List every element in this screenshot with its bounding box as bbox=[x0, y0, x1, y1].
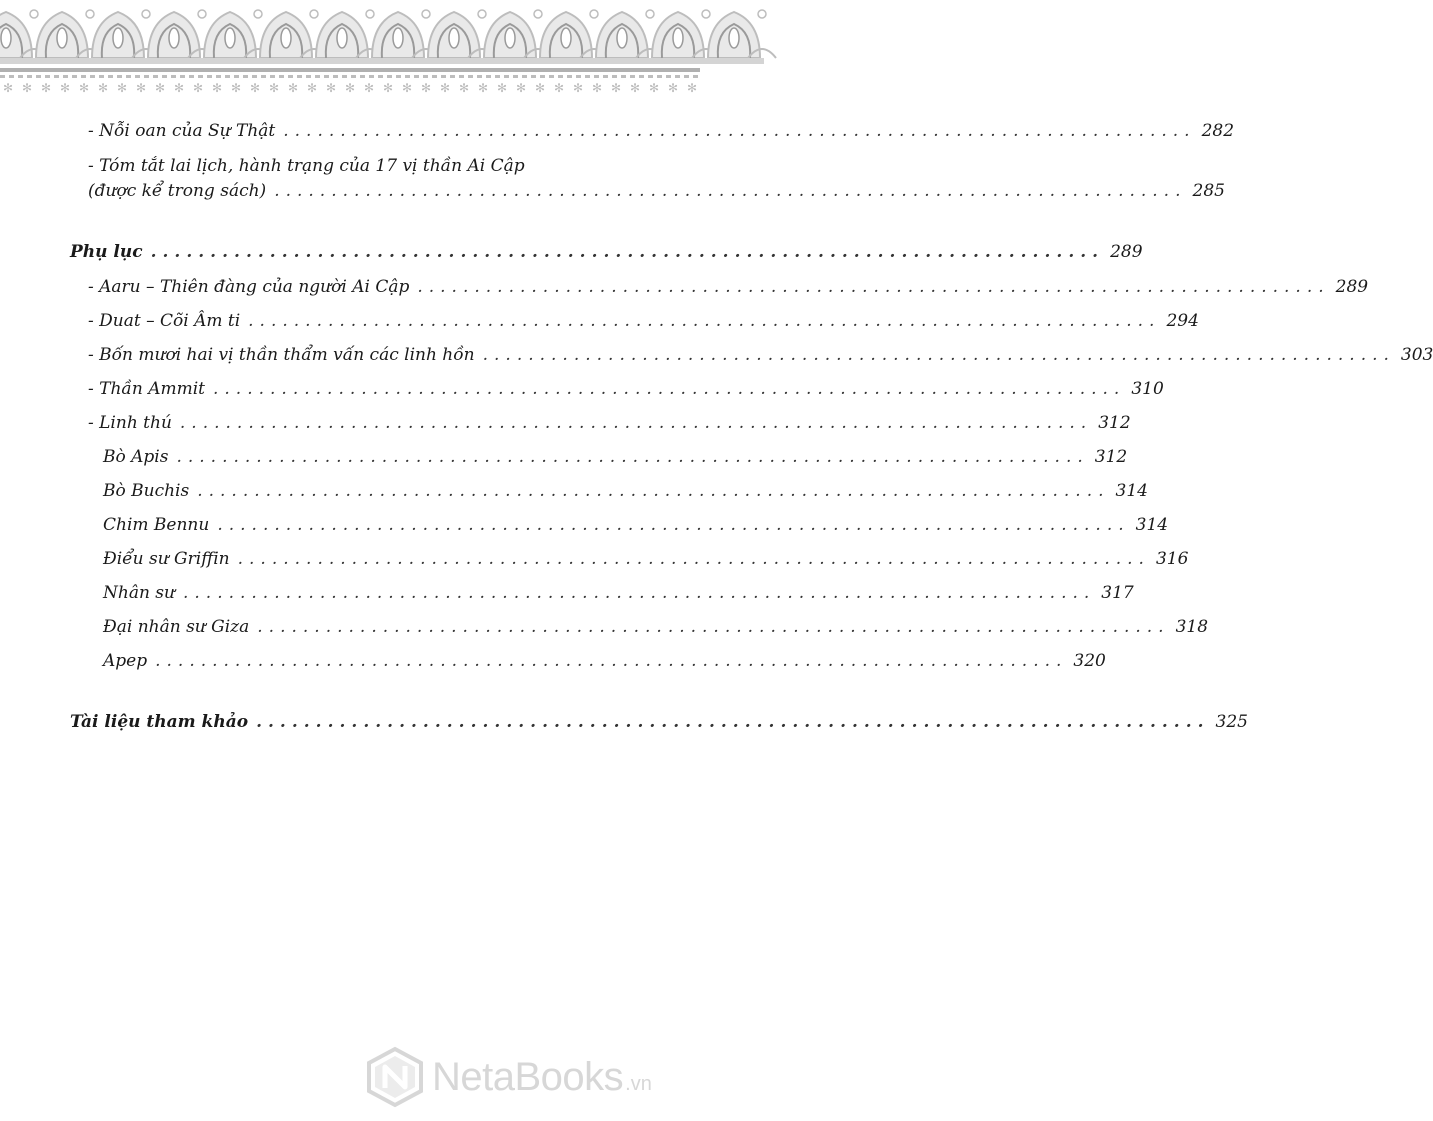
svg-text:✻: ✻ bbox=[534, 81, 546, 95]
watermark-brand: NetaBooks bbox=[432, 1054, 624, 1099]
toc-subentry-dai-nhan-su-giza[interactable] bbox=[103, 616, 1209, 638]
svg-text:✻: ✻ bbox=[230, 81, 242, 95]
toc-entry-title: - Aaru – Thiên đàng của người Ai Cập bbox=[88, 277, 410, 297]
svg-text:✻: ✻ bbox=[59, 81, 71, 95]
toc-entry-title: - Bốn mươi hai vị thần thẩm vấn các linh hồn bbox=[88, 345, 475, 365]
svg-text:✻: ✻ bbox=[21, 81, 33, 95]
dot-leader: ................................................................................ bbox=[283, 121, 1196, 141]
toc-entry-page: 314 bbox=[1115, 481, 1148, 501]
toc-entry-page: 289 bbox=[1335, 277, 1369, 297]
svg-text:✻: ✻ bbox=[458, 81, 470, 95]
dot-leader: ................................................................................ bbox=[257, 617, 1170, 637]
svg-text:✻: ✻ bbox=[192, 81, 204, 95]
toc-entry-ammit[interactable] bbox=[88, 378, 1164, 400]
watermark-suffix: .vn bbox=[625, 1072, 652, 1095]
dot-leader: ................................................................................ bbox=[176, 447, 1089, 467]
dot-leader: ................................................................................ bbox=[155, 651, 1068, 671]
toc-subentry-bo-buchis[interactable] bbox=[103, 480, 1148, 502]
svg-text:✻: ✻ bbox=[686, 81, 698, 95]
toc-entry-title-line1: - Tóm tắt lai lịch, hành trạng của 17 vị thần Ai Cập bbox=[88, 156, 525, 176]
toc-entry-page: 282 bbox=[1201, 121, 1235, 141]
toc-entry-page: 317 bbox=[1101, 583, 1134, 603]
dot-leader: ................................................................................ bbox=[150, 242, 1105, 262]
toc-entry-duat[interactable] bbox=[88, 310, 1199, 332]
toc-entry-page: 312 bbox=[1094, 447, 1128, 467]
toc-entry-noi-oan[interactable] bbox=[88, 120, 1235, 142]
toc-entry-page: 310 bbox=[1131, 379, 1164, 399]
toc-entry-title: - Duat – Cõi Âm ti bbox=[88, 311, 241, 331]
svg-text:✻: ✻ bbox=[78, 81, 90, 95]
toc-entry-title: Apep bbox=[103, 651, 148, 671]
netabooks-watermark bbox=[366, 1046, 696, 1108]
toc-entry-page: 325 bbox=[1215, 712, 1248, 732]
svg-text:✻: ✻ bbox=[439, 81, 451, 95]
svg-text:✻: ✻ bbox=[553, 81, 565, 95]
toc-subentry-dieu-su-griffin[interactable] bbox=[103, 548, 1189, 570]
dot-leader: ................................................................................ bbox=[256, 712, 1210, 732]
svg-text:✻: ✻ bbox=[401, 81, 413, 95]
svg-text:✻: ✻ bbox=[40, 81, 52, 95]
toc-entry-tom-tat[interactable] bbox=[88, 180, 1225, 202]
svg-text:✻: ✻ bbox=[629, 81, 641, 95]
dot-leader: ................................................................................ bbox=[217, 515, 1130, 535]
toc-entry-title: Tài liệu tham khảo bbox=[70, 712, 249, 732]
svg-text:✻: ✻ bbox=[591, 81, 603, 95]
toc-entry-title: Chim Bennu bbox=[103, 515, 210, 535]
svg-text:✻: ✻ bbox=[135, 81, 147, 95]
svg-text:✻: ✻ bbox=[363, 81, 375, 95]
toc-entry-page: 312 bbox=[1098, 413, 1131, 433]
svg-text:✻: ✻ bbox=[344, 81, 356, 95]
toc-entry-title: Phụ lục bbox=[70, 242, 143, 262]
svg-text:✻: ✻ bbox=[173, 81, 185, 95]
svg-text:✻: ✻ bbox=[211, 81, 223, 95]
svg-text:✻: ✻ bbox=[496, 81, 508, 95]
svg-text:✻: ✻ bbox=[382, 81, 394, 95]
toc-entry-page: 314 bbox=[1135, 515, 1169, 535]
ornament-motif bbox=[704, 10, 776, 64]
toc-subentry-nhan-su[interactable] bbox=[103, 582, 1134, 604]
svg-text:✻: ✻ bbox=[648, 81, 660, 95]
svg-text:✻: ✻ bbox=[420, 81, 432, 95]
toc-subentry-chim-bennu[interactable] bbox=[103, 514, 1169, 536]
svg-text:✻: ✻ bbox=[154, 81, 166, 95]
toc-subentry-bo-apis[interactable] bbox=[103, 446, 1128, 468]
toc-entry-title: - Nỗi oan của Sự Thật bbox=[88, 121, 276, 141]
svg-text:✻: ✻ bbox=[325, 81, 337, 95]
svg-text:✻: ✻ bbox=[667, 81, 679, 95]
toc-entry-aaru[interactable] bbox=[88, 276, 1369, 298]
toc-section-tai-lieu[interactable] bbox=[70, 711, 1248, 733]
toc-entry-title: (được kể trong sách) bbox=[88, 181, 267, 201]
toc-entry-page: 318 bbox=[1175, 617, 1209, 637]
toc-entry-title: Bò Buchis bbox=[103, 481, 190, 501]
toc-entry-page: 303 bbox=[1400, 345, 1433, 365]
svg-text:✻: ✻ bbox=[572, 81, 584, 95]
toc-subentry-apep[interactable] bbox=[103, 650, 1106, 672]
svg-text:✻: ✻ bbox=[306, 81, 318, 95]
toc-entry-page: 285 bbox=[1192, 181, 1225, 201]
svg-text:✻: ✻ bbox=[116, 81, 128, 95]
toc-entry-title: Nhân sư bbox=[103, 583, 175, 603]
toc-entry-linh-thu[interactable] bbox=[88, 412, 1131, 434]
toc-entry-title: - Linh thú bbox=[88, 413, 172, 433]
toc-entry-title: Bò Apis bbox=[103, 447, 169, 467]
toc-entry-page: 289 bbox=[1110, 242, 1143, 262]
toc-entry-title: Điểu sư Griffin bbox=[103, 549, 230, 569]
svg-text:✻: ✻ bbox=[268, 81, 280, 95]
dot-leader: ................................................................................ bbox=[274, 181, 1187, 201]
svg-text:✻: ✻ bbox=[287, 81, 299, 95]
dot-leader: ................................................................................ bbox=[182, 583, 1096, 603]
toc-entry-bon-muoi-hai[interactable] bbox=[88, 344, 1433, 366]
dot-leader: ................................................................................ bbox=[213, 379, 1126, 399]
svg-text:✻: ✻ bbox=[97, 81, 109, 95]
toc-entry-title: - Thần Ammit bbox=[88, 379, 205, 399]
dot-leader: ................................................................................ bbox=[237, 549, 1150, 569]
svg-text:✻: ✻ bbox=[249, 81, 261, 95]
dot-leader: ................................................................................ bbox=[248, 311, 1161, 331]
toc-entry-page: 320 bbox=[1073, 651, 1106, 671]
toc-entry-page: 294 bbox=[1166, 311, 1199, 331]
toc-entry-page: 316 bbox=[1155, 549, 1189, 569]
svg-text:✻: ✻ bbox=[477, 81, 489, 95]
dot-leader: ................................................................................ bbox=[417, 277, 1330, 297]
toc-entry-title: Đại nhân sư Giza bbox=[103, 617, 250, 637]
toc-section-phu-luc[interactable] bbox=[70, 241, 1143, 263]
dot-leader: ................................................................................ bbox=[197, 481, 1110, 501]
svg-text:✻: ✻ bbox=[2, 81, 14, 95]
svg-text:✻: ✻ bbox=[515, 81, 527, 95]
svg-text:✻: ✻ bbox=[610, 81, 622, 95]
netabooks-logo-icon bbox=[366, 1047, 424, 1107]
dot-leader: ................................................................................ bbox=[482, 345, 1395, 365]
dot-leader: ................................................................................ bbox=[179, 413, 1093, 433]
